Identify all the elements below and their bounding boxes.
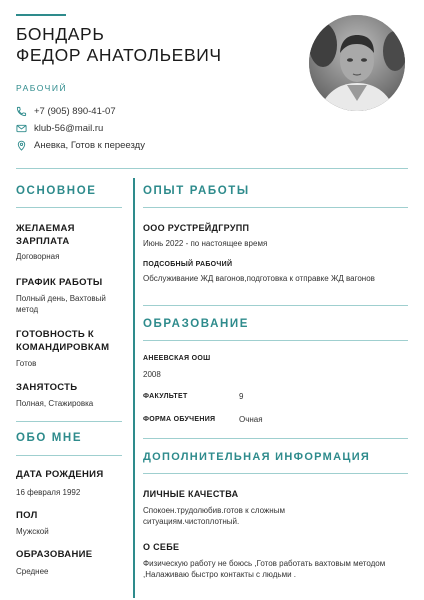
phone-number: +7 (905) 890-41-07 [34,106,116,117]
envelope-icon [16,123,27,134]
contact-email[interactable] [16,120,145,137]
business-trips-value: Готов [16,359,37,368]
personal-qualities-value: Спокоен.трудолюбив.готов к сложным ситуациям.чистоплотный. [143,506,285,526]
contact-location [16,137,145,154]
section-title-main: ОСНОВНОЕ [16,185,97,197]
candidate-name [16,24,222,66]
company-name: ООО РУСТРЕЙДГРУПП [143,223,250,233]
salary-value: Договорная [16,252,60,261]
header-accent-bar [16,14,66,16]
location-pin-icon [16,140,27,151]
section-rule-main [16,207,122,208]
personal-qualities-label: ЛИЧНЫЕ КАЧЕСТВА [143,489,239,499]
contact-phone[interactable] [16,103,145,120]
gender-value: Мужской [16,527,49,536]
job-duties: Обслуживание ЖД вагонов,подготовка к отправке ЖД вагонов [143,274,375,283]
location-text: Аневка, Готов к переезду [34,140,145,151]
schedule-label: ГРАФИК РАБОТЫ [16,277,103,288]
about-self-label: О СЕБЕ [143,542,180,552]
employment-label: ЗАНЯТОСТЬ [16,382,78,393]
contact-list [16,103,145,154]
email-address: klub-56@mail.ru [34,123,104,134]
faculty-label: ФАКУЛЬТЕТ [143,393,188,400]
job-position: ПОДСОБНЫЙ РАБОЧИЙ [143,261,233,268]
school-name: АНЕЕВСКАЯ ООШ [143,355,211,362]
section-rule-about [16,455,122,456]
candidate-photo [309,15,405,111]
birth-date-label: ДАТА РОЖДЕНИЯ [16,469,104,480]
birth-date-value: 16 февраля 1992 [16,488,81,497]
salary-label: ЖЕЛАЕМАЯ ЗАРПЛАТА [16,223,75,247]
section-divider-additional [143,438,408,439]
section-title-experience: ОПЫТ РАБОТЫ [143,185,250,197]
graduation-year: 2008 [143,370,161,379]
faculty-value: 9 [239,392,244,401]
employment-value: Полная, Стажировка [16,399,94,408]
schedule-value: Полный день, Вахтовый метод [16,294,106,314]
education-level-value: Среднее [16,567,49,576]
business-trips-label: ГОТОВНОСТЬ К КОМАНДИРОВКАМ [16,329,110,353]
section-divider-about [16,421,122,422]
header-divider [16,168,408,169]
study-form-value: Очная [239,415,263,424]
section-rule-additional [143,473,408,474]
candidate-first-middle-name: ФЕДОР АНАТОЛЬЕВИЧ [16,45,222,65]
column-divider [133,178,135,598]
study-form-label: ФОРМА ОБУЧЕНИЯ [143,416,216,423]
desired-position: РАБОЧИЙ [16,83,68,93]
candidate-last-name: БОНДАРЬ [16,24,105,44]
section-title-additional: ДОПОЛНИТЕЛЬНАЯ ИНФОРМАЦИЯ [143,451,371,463]
section-rule-education [143,340,408,341]
education-level-label: ОБРАЗОВАНИЕ [16,549,93,560]
section-divider-education [143,305,408,306]
gender-label: ПОЛ [16,510,38,521]
section-title-education: ОБРАЗОВАНИЕ [143,318,250,330]
about-self-value: Физическую работу не боюсь ,Готов работать вахтовым методом ,Налаживаю быстро контакты с людьми . [143,559,386,579]
phone-icon [16,106,27,117]
section-title-about: ОБО МНЕ [16,432,83,444]
work-period: Июнь 2022 - по настоящее время [143,239,268,248]
section-rule-experience [143,207,408,208]
